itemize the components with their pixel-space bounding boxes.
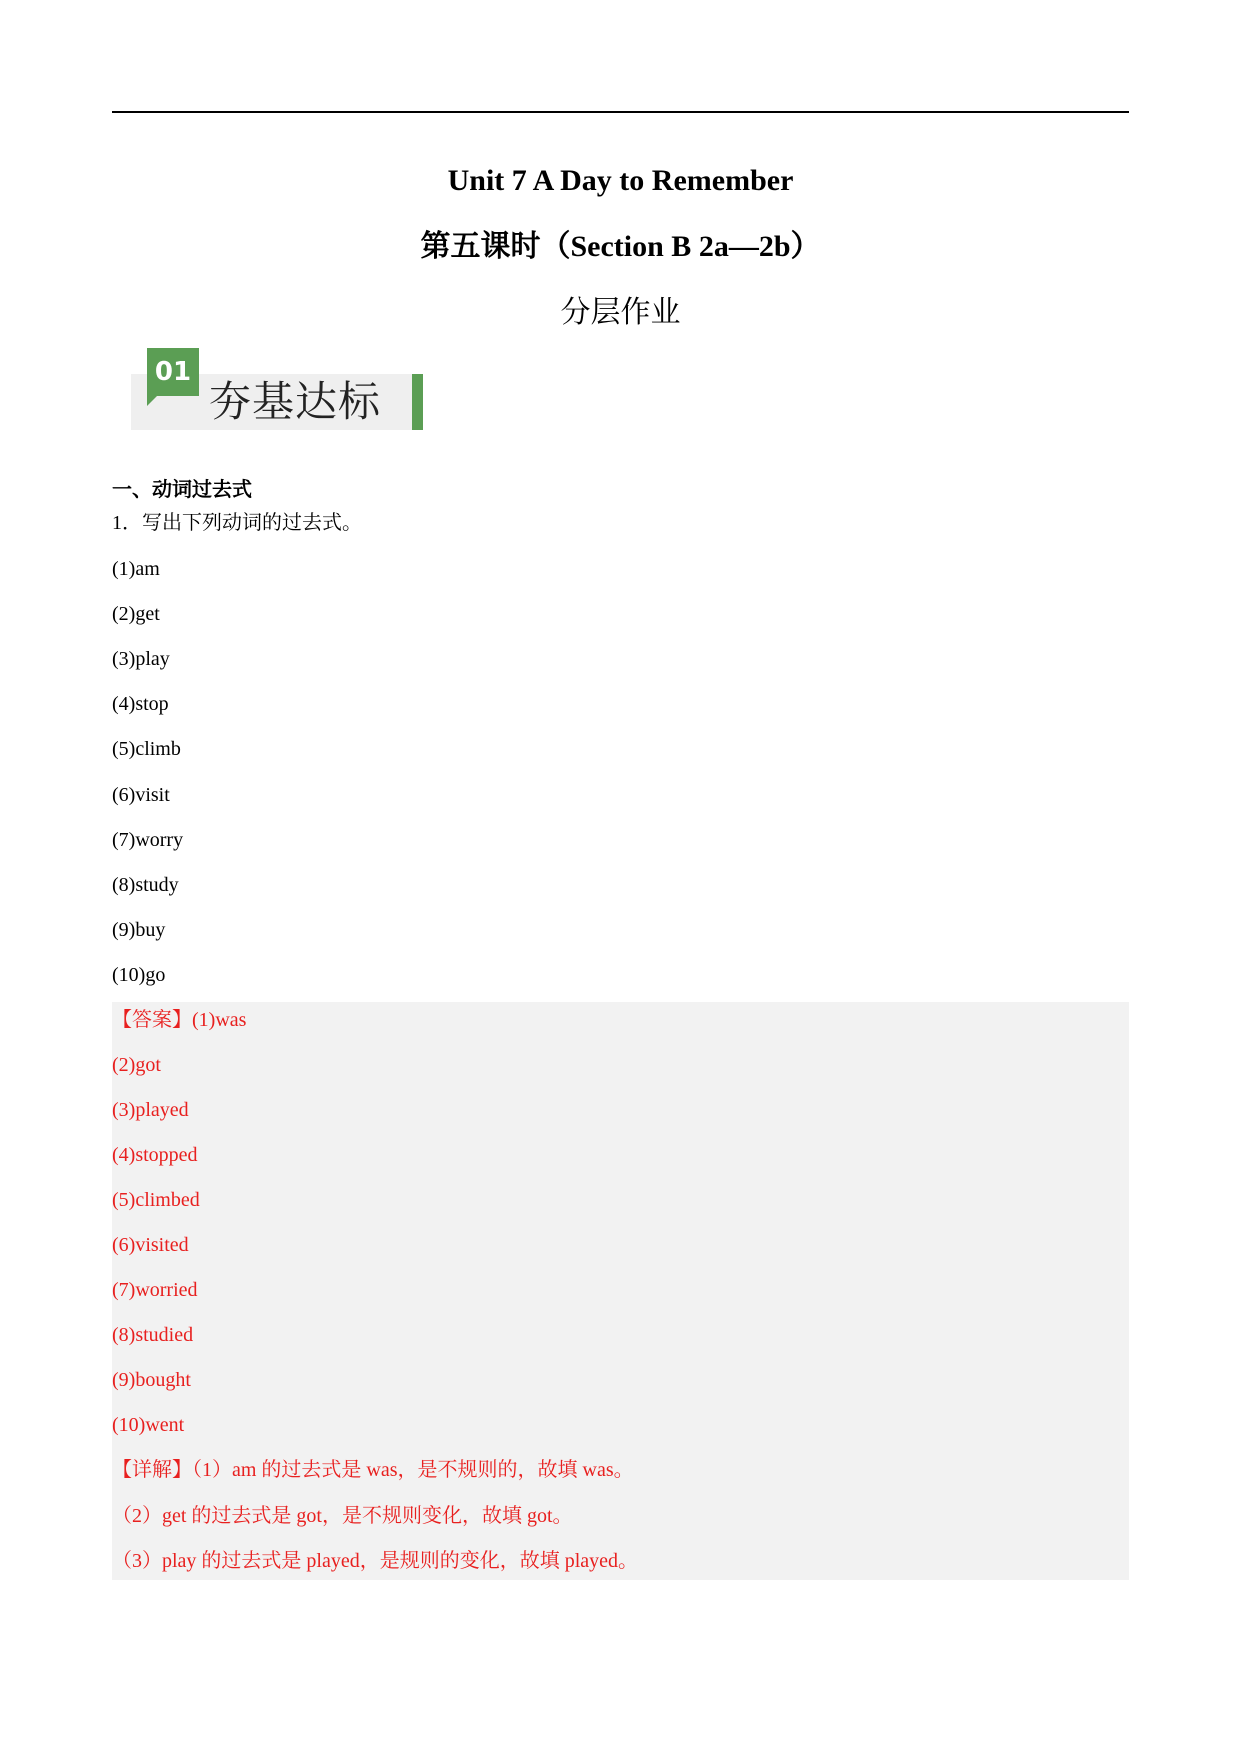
section-banner (131, 348, 425, 431)
list-item: (8)study (112, 874, 179, 896)
explanation-line (112, 1456, 634, 1484)
question-prompt: 1．写出下列动词的过去式。 (112, 512, 362, 534)
banner-badge-tail (147, 396, 157, 406)
answer-item: (5)climbed (112, 1189, 200, 1211)
answer-item: (6)visited (112, 1234, 189, 1256)
explanation-tag: 【详解】 (112, 1459, 192, 1481)
list-item: (9)buy (112, 919, 166, 941)
explanation-text: （1）am 的过去式是 was，是不规则的，故填 was。 (192, 1459, 634, 1481)
answer-item: (4)stopped (112, 1144, 198, 1166)
answer-item: (10)went (112, 1414, 185, 1436)
list-item: (1)am (112, 558, 160, 580)
homework-category: 分层作业 (560, 296, 681, 329)
banner-accent-bar (412, 374, 423, 430)
answer-tag: 【答案】 (112, 1009, 192, 1031)
answer-line (112, 1006, 246, 1034)
list-item: (7)worry (112, 829, 184, 851)
answer-item: (7)worried (112, 1279, 198, 1301)
section-heading: 一、动词过去式 (112, 479, 252, 501)
list-item: (4)stop (112, 693, 169, 715)
answer-box (112, 1002, 1129, 1580)
explanation-text: （2）get 的过去式是 got，是不规则变化，故填 got。 (112, 1505, 573, 1527)
answer-item: (8)studied (112, 1324, 194, 1346)
list-item: (6)visit (112, 784, 170, 806)
answer-item: (3)played (112, 1099, 189, 1121)
lesson-subtitle: 第五课时（Section B 2a—2b） (420, 230, 821, 263)
header-rule (112, 111, 1129, 113)
answer-item: (1)was (192, 1009, 247, 1031)
explanation-text: （3）play 的过去式是 played，是规则的变化，故填 played。 (112, 1550, 639, 1572)
page-title: Unit 7 A Day to Remember (447, 164, 794, 197)
list-item: (10)go (112, 964, 166, 986)
list-item: (5)climb (112, 738, 181, 760)
banner-number-badge: 01 (147, 348, 199, 396)
answer-item: (2)got (112, 1054, 161, 1076)
list-item: (3)play (112, 648, 170, 670)
banner-label: 夯基达标 (209, 377, 382, 426)
answer-item: (9)bought (112, 1369, 191, 1391)
list-item: (2)get (112, 603, 160, 625)
